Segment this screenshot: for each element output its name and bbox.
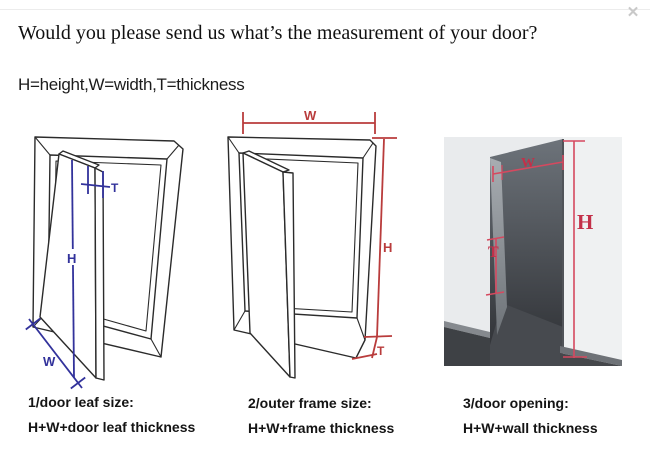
page-title: Would you please send us what’s the measurement of your door?: [18, 22, 538, 44]
top-divider: [0, 9, 650, 10]
legend-text: H=height,W=width,T=thickness: [18, 75, 245, 94]
caption-title: 3/door opening:: [463, 395, 569, 411]
frame-thickness-label: T: [377, 344, 385, 358]
door-opening-caption: [463, 395, 650, 436]
door-opening-photo: [444, 137, 622, 366]
doorway-photo-scene: [444, 137, 622, 366]
opening-width-label: W: [521, 156, 535, 171]
frame-width-label: W: [304, 108, 317, 123]
close-icon[interactable]: ✕: [626, 4, 640, 21]
leaf-height-label: H: [67, 251, 77, 266]
caption-formula: H+W+door leaf thickness: [28, 419, 196, 435]
door-leaf-caption: [28, 394, 238, 435]
opening-thickness-label: T: [488, 244, 499, 261]
caption-formula: H+W+wall thickness: [463, 420, 598, 436]
outer-frame-diagram: [225, 100, 425, 390]
frame-door-leaf-shape: [243, 151, 295, 378]
frame-height-label: H: [383, 240, 393, 255]
opening-height-label: H: [577, 210, 594, 234]
caption-title: 2/outer frame size:: [248, 395, 372, 411]
outer-frame-caption: [248, 395, 458, 436]
caption-formula: H+W+frame thickness: [248, 420, 395, 436]
leaf-thickness-label: T: [111, 181, 119, 195]
caption-title: 1/door leaf size:: [28, 394, 134, 410]
leaf-width-label: W: [43, 354, 56, 369]
door-leaf-diagram: [10, 110, 220, 395]
